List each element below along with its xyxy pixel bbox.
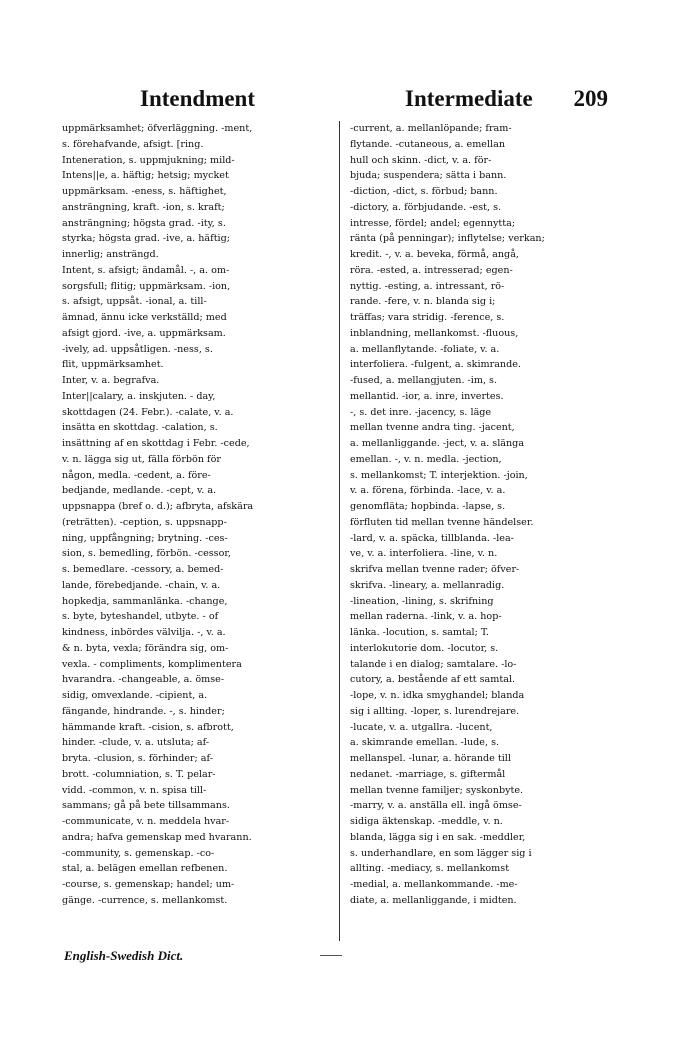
dictionary-line: sion, s. bemedling, förbön. -cessor, xyxy=(62,548,231,560)
dictionary-line: någon, medla. -cedent, a. före- xyxy=(62,469,211,481)
dictionary-line: styrka; högsta grad. -ive, a. häftig; xyxy=(62,233,231,245)
dictionary-line: skrifva. -lineary, a. mellanradig. xyxy=(350,579,505,591)
dictionary-line: insätta en skottdag. -calation, s. xyxy=(62,422,218,434)
dictionary-line: röra. -ested, a. intresserad; egen- xyxy=(350,264,513,276)
dictionary-line: sig i allting. -loper, s. lurendrejare. xyxy=(350,705,520,717)
footer-dash xyxy=(320,955,342,956)
dictionary-line: Intent, s. afsigt; ändamål. -, a. om- xyxy=(62,264,230,276)
dictionary-line: brott. -columniation, s. T. pelar- xyxy=(62,768,216,780)
dictionary-line: -current, a. mellanlöpande; fram- xyxy=(350,123,512,134)
dictionary-line: insättning af en skottdag i Febr. -cede, xyxy=(62,438,250,449)
dictionary-line: -lard, v. a. späcka, tillblanda. -lea- xyxy=(350,532,514,544)
dictionary-line: ämnad, ännu icke verkställd; med xyxy=(62,312,227,323)
dictionary-line: flytande. -cutaneous, a. emellan xyxy=(350,138,505,150)
dictionary-line: diate, a. mellanliggande, i midten. xyxy=(350,894,517,906)
page-footer: English-Swedish Dict. xyxy=(64,948,184,963)
dictionary-line: blanda, lägga sig i en sak. -meddler, xyxy=(350,831,526,843)
dictionary-line: fängande, hindrande. -, s. hinder; xyxy=(62,705,225,717)
dictionary-line: hinder. -clude, v. a. utsluta; af- xyxy=(62,737,210,749)
dictionary-line: hull och skinn. -dict, v. a. för- xyxy=(350,154,492,166)
dictionary-line: sammans; gå på bete tillsammans. xyxy=(62,800,230,812)
dictionary-line: v. n. lägga sig ut, fälla förbön för xyxy=(62,453,221,465)
dictionary-line: ansträngning; högsta grad. -ity, s. xyxy=(62,217,226,229)
dictionary-line: -lineation, -lining, s. skrifning xyxy=(350,595,494,607)
dictionary-line: -communicate, v. n. meddela hvar- xyxy=(62,816,230,827)
dictionary-line: länka. -locution, s. samtal; T. xyxy=(350,627,489,638)
dictionary-line: -community, s. gemenskap. -co- xyxy=(62,847,215,859)
dictionary-line: bryta. -clusion, s. förhinder; af- xyxy=(62,753,213,764)
dictionary-line: mellantid. -ior, a. inre, invertes. xyxy=(350,390,504,402)
dictionary-line: vidd. -common, v. n. spisa till- xyxy=(62,784,207,796)
dictionary-line: mellanspel. -lunar, a. hörande till xyxy=(350,753,511,764)
dictionary-line: a. mellanliggande. -ject, v. a. slänga xyxy=(350,438,525,449)
dictionary-line: interfoliera. -fulgent, a. skimrande. xyxy=(350,359,521,371)
dictionary-line: lande, förebedjande. -chain, v. a. xyxy=(62,579,221,591)
dictionary-line: nedanet. -marriage, s. giftermål xyxy=(350,768,506,780)
page-number: 209 xyxy=(573,86,608,111)
dictionary-line: intresse, fördel; andel; egennytta; xyxy=(350,217,516,229)
dictionary-line: stal, a. belägen emellan refbenen. xyxy=(62,863,228,875)
dictionary-line: kredit. -, v. a. beveka, förmå, angå, xyxy=(350,249,519,260)
dictionary-line: innerlig; ansträngd. xyxy=(62,249,159,260)
dictionary-line: hämmande kraft. -cision, s. afbrott, xyxy=(62,721,234,733)
header-left-guideword: Intendment xyxy=(140,86,256,111)
dictionary-line: s. mellankomst; T. interjektion. -join, xyxy=(350,469,528,481)
dictionary-line: afsigt gjord. -ive, a. uppmärksam. xyxy=(62,327,226,339)
dictionary-line: andra; hafva gemenskap med hvarann. xyxy=(62,831,252,843)
dictionary-line: vexla. - compliments, komplimentera xyxy=(62,658,242,670)
dictionary-line: v. a. förena, förbinda. -lace, v. a. xyxy=(350,485,506,497)
dictionary-line: bedjande, medlande. -cept, v. a. xyxy=(62,485,217,497)
dictionary-line: -, s. det inre. -jacency, s. läge xyxy=(350,406,492,418)
dictionary-line: flit, uppmärksamhet. xyxy=(62,359,164,371)
dictionary-line: ränta (på penningar); inflytelse; verkan; xyxy=(350,233,545,245)
dictionary-line: träffas; vara stridig. -ference, s. xyxy=(350,312,505,323)
dictionary-line: -diction, -dict, s. förbud; bann. xyxy=(350,186,498,197)
dictionary-line: a. mellanflytande. -foliate, v. a. xyxy=(350,343,500,355)
dictionary-line: interlokutorie dom. -locutor, s. xyxy=(350,642,499,654)
left-column xyxy=(62,121,328,909)
dictionary-line: s. bemedlare. -cessory, a. bemed- xyxy=(62,564,224,575)
dictionary-line: ansträngning, kraft. -ion, s. kraft; xyxy=(62,201,225,213)
dictionary-line: -dictory, a. förbjudande. -est, s. xyxy=(350,201,502,213)
dictionary-line: s. underhandlare, en som lägger sig i xyxy=(350,847,532,859)
dictionary-line: mellan raderna. -link, v. a. hop- xyxy=(350,611,502,623)
dictionary-line: sorgsfull; flitig; uppmärksam. -ion, xyxy=(62,280,231,292)
dictionary-line: emellan. -, v. n. medla. -jection, xyxy=(350,453,502,465)
dictionary-line: ning, uppfångning; brytning. -ces- xyxy=(62,532,228,544)
dictionary-line: -course, s. gemenskap; handel; um- xyxy=(62,879,235,890)
dictionary-line: uppsnappa (bref o. d.); afbryta, afskära xyxy=(62,501,254,512)
dictionary-line: -lope, v. n. idka smyghandel; blanda xyxy=(350,690,525,701)
dictionary-line: sidig, omvexlande. -cipient, a. xyxy=(62,690,208,701)
dictionary-line: skrifva mellan tvenne rader; öfver- xyxy=(350,564,520,575)
dictionary-line: s. förehafvande, afsigt. [ring. xyxy=(62,138,204,150)
dictionary-line: Intens||e, a. häftig; hetsig; mycket xyxy=(62,170,229,182)
dictionary-line: -lucate, v. a. utgallra. -lucent, xyxy=(350,721,493,733)
dictionary-line: (reträtten). -ception, s. uppsnapp- xyxy=(62,516,227,528)
dictionary-line: uppmärksam. -eness, s. häftighet, xyxy=(62,186,227,197)
dictionary-line: hvarandra. -changeable, a. ömse- xyxy=(62,674,225,686)
dictionary-line: talande i en dialog; samtalare. -lo- xyxy=(350,658,517,670)
dictionary-line: hopkedja, sammanlänka. -change, xyxy=(62,595,228,607)
dictionary-line: mellan tvenne andra ting. -jacent, xyxy=(350,422,515,434)
dictionary-line: s. byte, byteshandel, utbyte. - of xyxy=(62,611,219,623)
dictionary-line: -fused, a. mellangjuten. -im, s. xyxy=(350,375,498,386)
dictionary-line: Inteneration, s. uppmjukning; mild- xyxy=(62,154,235,166)
dictionary-line: inblandning, mellankomst. -fluous, xyxy=(350,327,519,339)
dictionary-line: s. afsigt, uppsåt. -ional, a. till- xyxy=(62,296,207,308)
page-header xyxy=(60,86,606,120)
dictionary-line: -ively, ad. uppsåtligen. -ness, s. xyxy=(62,343,213,355)
dictionary-line: rande. -fere, v. n. blanda sig i; xyxy=(350,296,496,308)
dictionary-line: mellan tvenne familjer; syskonbyte. xyxy=(350,784,524,796)
dictionary-line: kindness, inbördes välvilja. -, v. a. xyxy=(62,627,226,638)
dictionary-line: skottdagen (24. Febr.). -calate, v. a. xyxy=(62,406,234,418)
dictionary-line: & n. byta, vexla; förändra sig, om- xyxy=(62,642,229,654)
dictionary-line: -marry, v. a. anställa ell. ingå ömse- xyxy=(350,800,522,812)
right-column xyxy=(350,121,600,909)
dictionary-line: Inter, v. a. begrafva. xyxy=(62,375,160,386)
column-divider xyxy=(339,121,340,941)
dictionary-line: gänge. -currence, s. mellankomst. xyxy=(62,894,228,906)
dictionary-line: bjuda; suspendera; sätta i bann. xyxy=(350,170,507,182)
dictionary-line: allting. -mediacy, s. mellankomst xyxy=(350,863,510,875)
dictionary-line: Inter||calary, a. inskjuten. - day, xyxy=(62,390,216,402)
dictionary-line: sidiga äktenskap. -meddle, v. n. xyxy=(350,816,503,827)
dictionary-line: förfluten tid mellan tvenne händelser. xyxy=(350,516,534,528)
dictionary-line: nyttig. -esting, a. intressant, rö- xyxy=(350,280,505,292)
dictionary-line: uppmärksamhet; öfverläggning. -ment, xyxy=(62,123,253,134)
dictionary-line: genomfläta; hopbinda. -lapse, s. xyxy=(350,501,506,512)
dictionary-line: cutory, a. bestående af ett samtal. xyxy=(350,674,516,686)
header-right-guideword: Intermediate xyxy=(405,86,533,111)
dictionary-line: a. skimrande emellan. -lude, s. xyxy=(350,737,500,749)
dictionary-line: ve, v. a. interfoliera. -line, v. n. xyxy=(350,548,498,560)
dictionary-line: -medial, a. mellankommande. -me- xyxy=(350,879,518,890)
